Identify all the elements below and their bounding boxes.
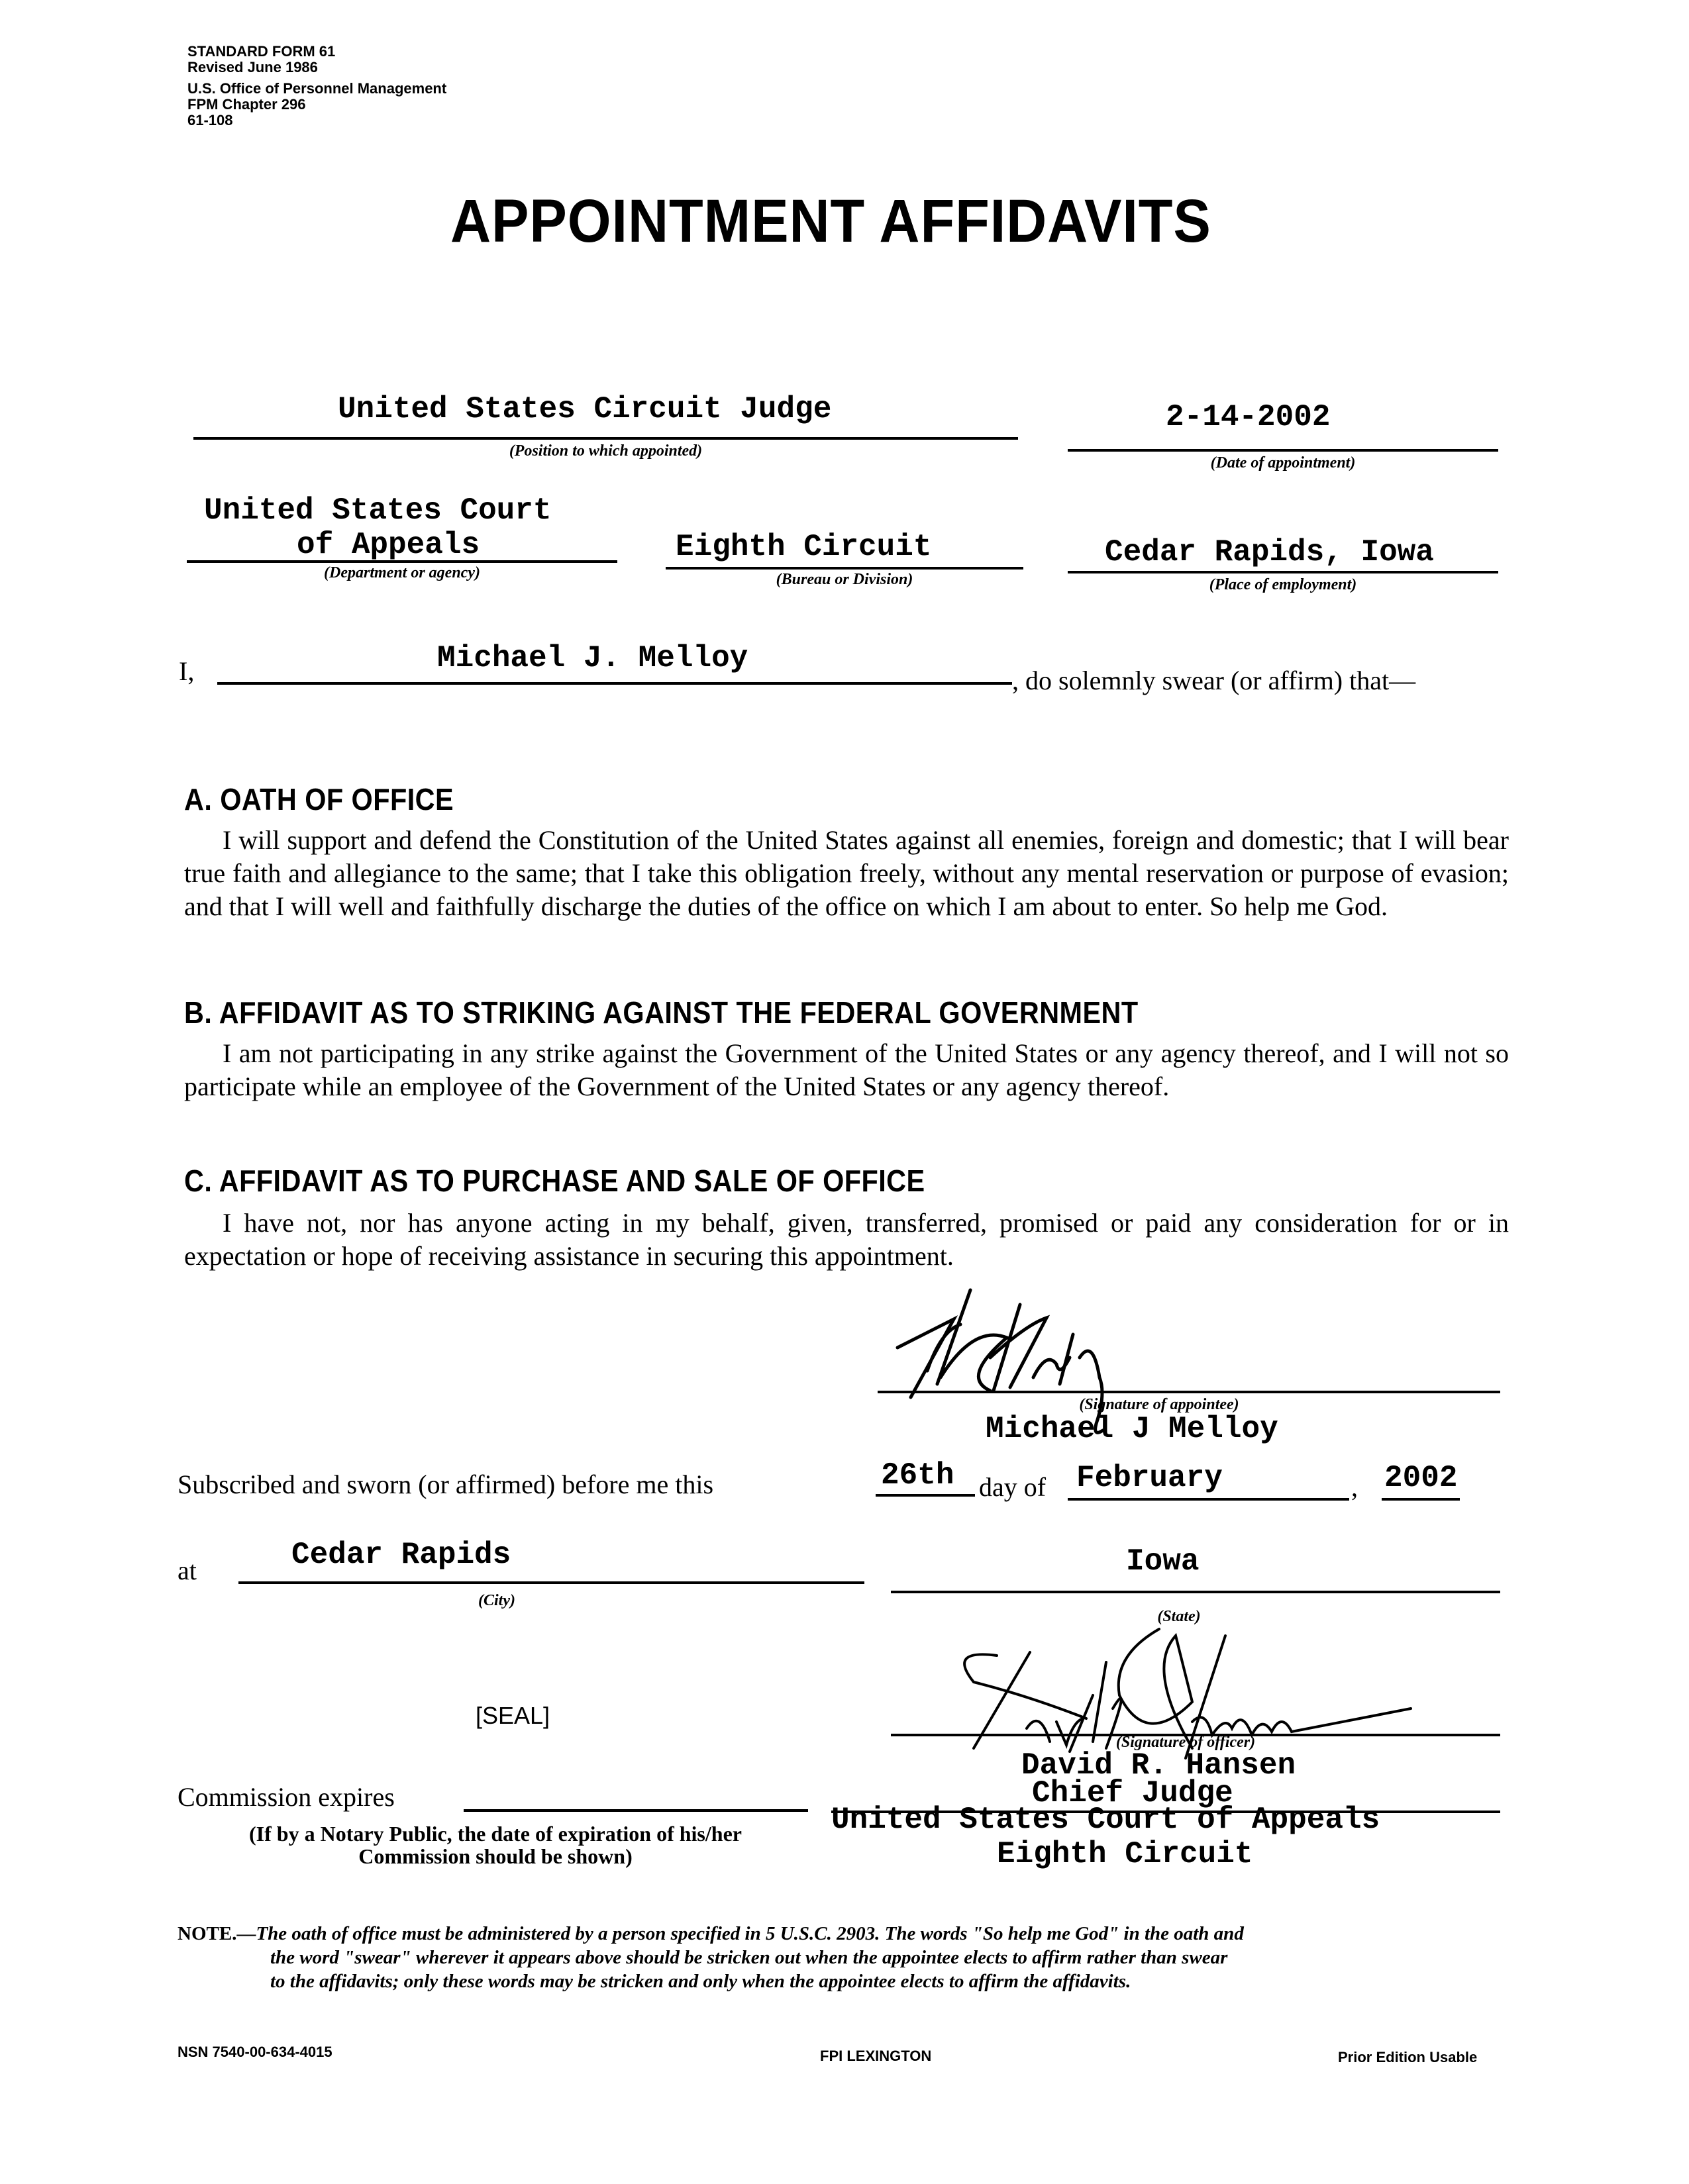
officer-circuit: Eighth Circuit <box>997 1837 1253 1871</box>
appointee-name: Michael J. Melloy <box>437 641 748 675</box>
section-c-heading: C. AFFIDAVIT AS TO PURCHASE AND SALE OF OFFICE <box>184 1164 925 1198</box>
note-block <box>178 1922 1509 1993</box>
department-value-line2: of Appeals <box>297 528 480 562</box>
date-line <box>1068 449 1498 452</box>
sworn-month: February <box>1076 1461 1223 1495</box>
place-caption: (Place of employment) <box>1209 576 1357 593</box>
sworn-comma: , <box>1351 1472 1358 1502</box>
department-value-line1: United States Court <box>204 493 552 528</box>
department-line <box>187 560 617 563</box>
form-code: 61-108 <box>187 112 233 128</box>
footer-edition: Prior Edition Usable <box>1338 2049 1478 2065</box>
page-title: APPOINTMENT AFFIDAVITS <box>450 187 1211 255</box>
note-line1: The oath of office must be administered by a person specified in 5 U.S.C. 2903. The words "So help me God" in the oath and <box>256 1923 1244 1944</box>
state-value: Iowa <box>1126 1544 1200 1579</box>
position-caption: (Position to which appointed) <box>509 442 703 460</box>
officer-court: United States Court of Appeals <box>831 1803 1380 1837</box>
section-c-text <box>184 1207 1509 1273</box>
footer-printer: FPI LEXINGTON <box>820 2048 932 2064</box>
commission-line <box>464 1809 808 1812</box>
bureau-caption: (Bureau or Division) <box>776 571 913 588</box>
oath-suffix: , do solemnly swear (or affirm) that— <box>1012 666 1416 695</box>
appointee-signature-caption: (Signature of appointee) <box>1079 1396 1239 1413</box>
bureau-value: Eighth Circuit <box>676 530 932 564</box>
date-caption: (Date of appointment) <box>1210 454 1356 472</box>
section-a-body: I will support and defend the Constitution of the United States against all enemies, foreign and domestic; that I will bear true faith and allegiance to the same; that I take this obligation freely, without any mental reservation or purpose of evasion; and that I will well and faithfully discharge the duties of the office on which I am about to enter. So help me God. <box>184 825 1509 921</box>
form-chapter: FPM Chapter 296 <box>187 96 306 113</box>
state-caption: (State) <box>1157 1608 1201 1625</box>
section-b-heading: B. AFFIDAVIT AS TO STRIKING AGAINST THE FEDERAL GOVERNMENT <box>184 995 1139 1030</box>
oath-prefix: I, <box>179 656 195 686</box>
officer-name: David R. Hansen <box>1021 1748 1296 1783</box>
section-a-heading: A. OATH OF OFFICE <box>184 782 454 817</box>
department-caption: (Department or agency) <box>324 564 480 581</box>
at-label: at <box>178 1556 197 1585</box>
commission-note <box>178 1822 813 1867</box>
form-name: STANDARD FORM 61 <box>187 43 336 60</box>
bureau-line <box>666 567 1023 570</box>
sworn-prefix: Subscribed and sworn (or affirmed) before me this <box>178 1469 714 1499</box>
sworn-month-line <box>1068 1498 1349 1501</box>
position-line <box>193 437 1018 440</box>
section-b-body: I am not participating in any strike against the Government of the United States or any agency thereof, and I will not so participate while an employee of the Government of the United States or any agency thereof. <box>184 1038 1509 1101</box>
sworn-day: 26th <box>881 1458 954 1493</box>
city-line <box>238 1581 864 1584</box>
section-c-body: I have not, nor has anyone acting in my behalf, given, transferred, promised or paid any consideration for or in expectation or hope of receiving assistance in securing this appointment. <box>184 1208 1509 1271</box>
state-line <box>891 1591 1500 1593</box>
city-caption: (City) <box>478 1592 515 1609</box>
position-value: United States Circuit Judge <box>338 392 832 426</box>
place-value: Cedar Rapids, Iowa <box>1105 535 1434 570</box>
section-b-text <box>184 1037 1509 1103</box>
seal-label: [SEAL] <box>476 1702 550 1729</box>
sworn-year: 2002 <box>1384 1461 1458 1495</box>
form-header <box>187 44 446 128</box>
appointee-name-line <box>217 682 1012 685</box>
sworn-day-line <box>876 1494 975 1497</box>
commission-label: Commission expires <box>178 1782 395 1812</box>
footer-nsn: NSN 7540-00-634-4015 <box>178 2044 333 2060</box>
sworn-day-label: day of <box>979 1472 1047 1502</box>
note-line2: the word "swear" wherever it appears above should be stricken out when the appointee elects to affirm rather than swear <box>270 1947 1228 1968</box>
place-line <box>1068 571 1498 573</box>
officer-signature-caption: (Signature of officer) <box>1115 1734 1256 1751</box>
section-a-text <box>184 824 1509 923</box>
sworn-year-line <box>1382 1498 1460 1501</box>
note-line3: to the affidavits; only these words may be stricken and only when the appointee elects to affirm the affidavits. <box>270 1971 1131 1992</box>
appointee-printed-name: Michael J Melloy <box>986 1412 1278 1446</box>
form-agency: U.S. Office of Personnel Management <box>187 80 447 97</box>
officer-title: Chief Judge <box>1032 1776 1233 1811</box>
commission-note-line2: Commission should be shown) <box>358 1844 633 1868</box>
date-value: 2-14-2002 <box>1166 400 1331 434</box>
note-label: NOTE.— <box>178 1923 256 1944</box>
appointee-signature-line <box>878 1391 1500 1393</box>
commission-note-line1: (If by a Notary Public, the date of expiration of his/her <box>249 1822 742 1846</box>
form-revised: Revised June 1986 <box>187 59 318 75</box>
city-value: Cedar Rapids <box>291 1538 511 1572</box>
